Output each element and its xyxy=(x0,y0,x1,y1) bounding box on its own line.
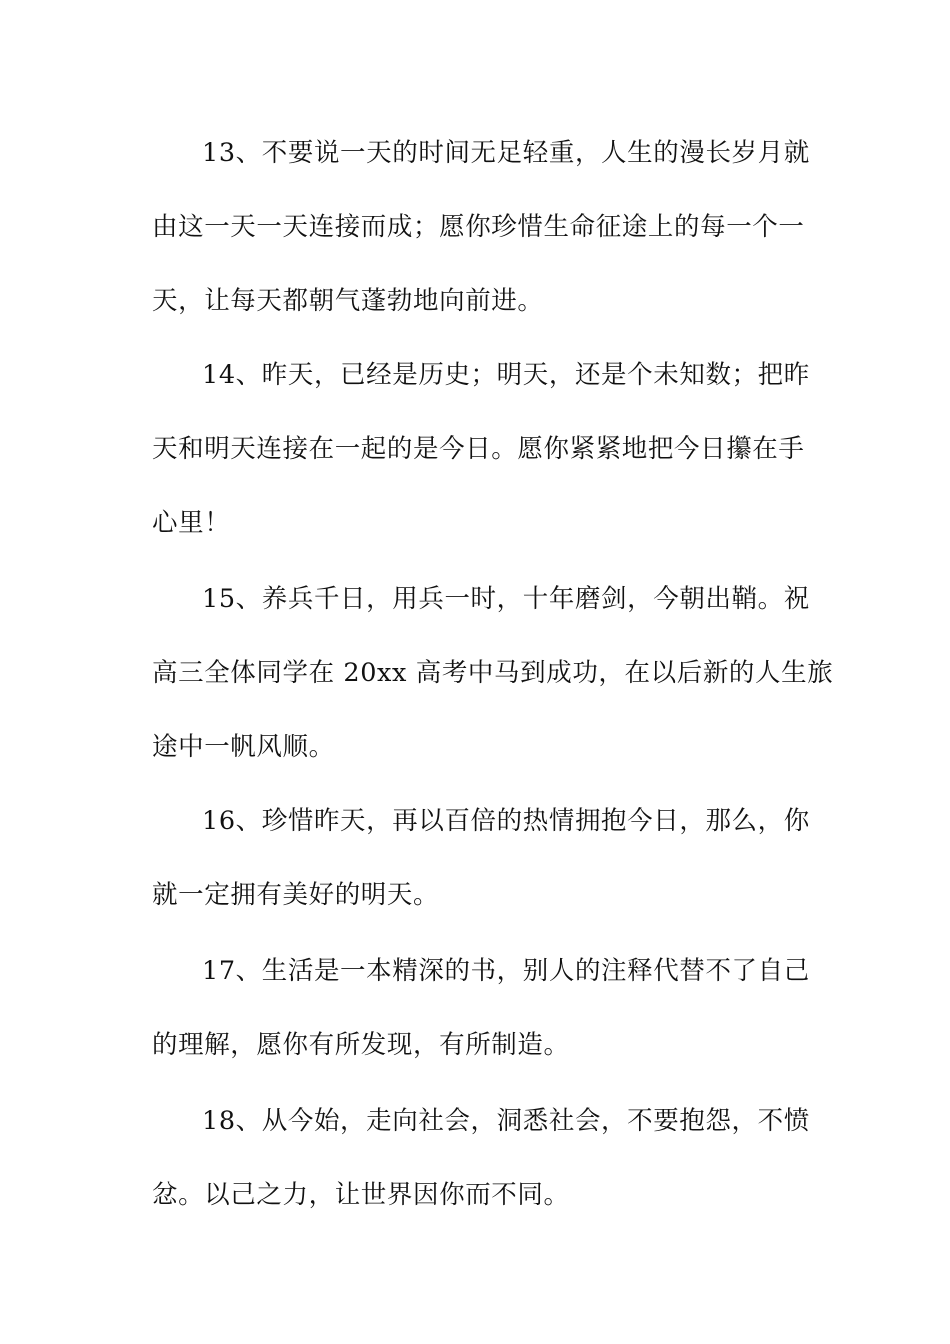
paragraph-line: 18、从今始，走向社会，洞悉社会，不要抱怨，不愤 xyxy=(202,1106,810,1136)
paragraph-line: 心里！ xyxy=(152,508,231,538)
paragraph-line: 的理解，愿你有所发现，有所制造。 xyxy=(152,1030,570,1060)
paragraph-line: 天和明天连接在一起的是今日。愿你紧紧地把今日攥在手 xyxy=(152,434,805,464)
paragraph-line: 15、养兵千日，用兵一时，十年磨剑，今朝出鞘。祝 xyxy=(202,584,810,614)
paragraph-line: 13、不要说一天的时间无足轻重，人生的漫长岁月就 xyxy=(202,138,810,168)
paragraph-line: 就一定拥有美好的明天。 xyxy=(152,880,440,910)
paragraph-line: 途中一帆风顺。 xyxy=(152,732,335,762)
paragraph-line: 14、昨天，已经是历史；明天，还是个未知数；把昨 xyxy=(202,360,810,390)
paragraph-line: 由这一天一天连接而成；愿你珍惜生命征途上的每一个一 xyxy=(152,212,805,242)
paragraph-line: 17、生活是一本精深的书，别人的注释代替不了自己 xyxy=(202,956,810,986)
paragraph-line: 高三全体同学在 20xx 高考中马到成功，在以后新的人生旅 xyxy=(152,658,834,688)
paragraph-line: 忿。以己之力，让世界因你而不同。 xyxy=(152,1180,570,1210)
paragraph-line: 16、珍惜昨天，再以百倍的热情拥抱今日，那么，你 xyxy=(202,806,810,836)
paragraph-line: 天，让每天都朝气蓬勃地向前进。 xyxy=(152,286,544,316)
